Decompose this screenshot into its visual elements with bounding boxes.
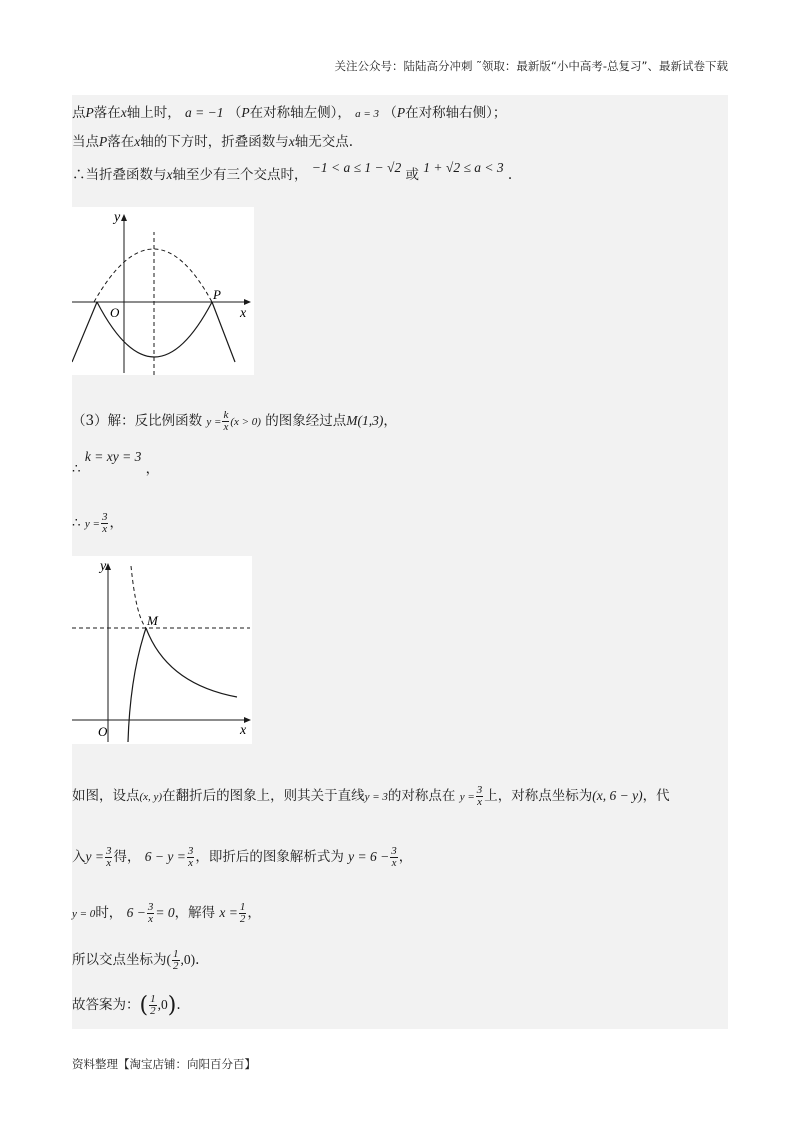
text-line-3: ∴当折叠函数与x轴至少有三个交点时， −1 < a ≤ 1 − √2 或 1 + √2 ≤ a < 3 .: [72, 160, 513, 183]
text-line-6: ∴ y = $\frac{3}{x}$ ，: [72, 511, 123, 535]
dashed-parabola: [94, 249, 212, 302]
y-axis-label: y: [114, 210, 121, 225]
origin-label: O: [110, 305, 120, 320]
y-axis-label: y: [100, 559, 107, 574]
point-label: M: [147, 613, 158, 628]
text-line-9: y = 0时， 6 − $\frac{3}{x}$ = 0，解得 x = $\frac{1}{2}$ ，: [72, 901, 261, 925]
math-k-value: k = xy = 3: [84, 449, 142, 464]
folded-branch: [128, 628, 146, 742]
fraction-1-over-2: $\frac{1}{2}$: [173, 948, 179, 972]
math-range-1: −1 < a ≤ 1 − √2: [311, 160, 402, 175]
figure-parabola-svg: [72, 207, 254, 375]
fraction-3-over-x: $\frac{3}{x}$: [105, 845, 112, 869]
fraction-3-over-x: $\frac{3}{x}$: [187, 845, 194, 869]
dashed-hyperbola: [131, 566, 146, 628]
math-range-2: 1 + √2 ≤ a < 3: [423, 160, 504, 175]
text-line-11: 故答案为：( $\frac{1}{2}$ ,0).: [72, 993, 181, 1018]
fraction-1-over-2: $\frac{1}{2}$: [239, 901, 246, 925]
fraction-3-over-x: $\frac{3}{x}$: [101, 511, 108, 535]
fraction-3-over-x: $\frac{3}{x}$: [476, 784, 483, 808]
page-footer: 资料整理【淘宝店铺：向阳百分百】: [72, 1057, 256, 1071]
x-axis-label: x: [240, 306, 247, 321]
math-a-m1: a = −1: [185, 105, 224, 120]
right-branch: [212, 302, 235, 362]
figure-hyperbola: [72, 556, 252, 744]
fraction-1-over-2: $\frac{1}{2}$: [150, 993, 156, 1017]
point-label: P: [213, 287, 221, 302]
page-header: 关注公众号：陆陆高分冲刺 ˜领取：最新版“小中高考-总复习”、最新试卷下载: [334, 59, 728, 73]
figure-parabola: [72, 207, 254, 375]
fraction-3-over-x: $\frac{3}{x}$: [147, 901, 154, 925]
x-axis-label: x: [240, 723, 247, 738]
math-a-3: a = 3: [355, 108, 380, 120]
text-line-1: 点P落在x轴上时， a = −1 （P在对称轴左侧）， a = 3 （P在对称轴右侧）；: [72, 105, 507, 121]
fraction-k-over-x: $\frac{k}{x}$: [223, 409, 229, 433]
figure-hyperbola-svg: [72, 556, 252, 744]
text-line-5: ∴ k = xy = 3 ，: [72, 449, 160, 477]
text-line-2: 当点P落在x轴的下方时，折叠函数与x轴无交点.: [72, 134, 354, 150]
text-line-4: （3）解：反比例函数 y = $\frac{k}{x}$ (x > 0) 的图象经过点M(1,3)，: [72, 409, 397, 433]
text-line-10: 所以交点坐标为( $\frac{1}{2}$ ,0).: [72, 948, 200, 972]
hyperbola-right: [146, 628, 237, 697]
left-branch: [72, 302, 97, 362]
text-line-7: 如图，设点(x, y)在翻折后的图象上，则其关于直线y = 3的对称点在 y = $\frac{3}{x}$ 上，对称点坐标为(x, 6 − y)，代: [72, 784, 670, 808]
solution-content: [72, 95, 728, 1029]
text-line-8: 入y = $\frac{3}{x}$ 得， 6 − y = $\frac{3}{x}$ ，即折后的图象解析式为 y = 6 − $\frac{3}{x}$ ，: [72, 845, 413, 869]
origin-label: O: [98, 724, 108, 739]
fraction-3-over-x: $\frac{3}{x}$: [391, 845, 397, 869]
